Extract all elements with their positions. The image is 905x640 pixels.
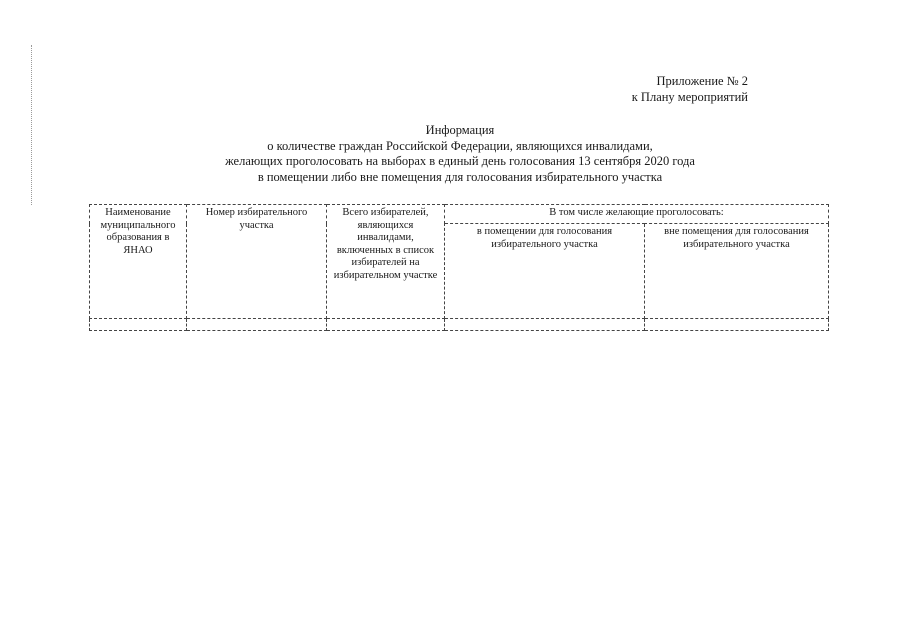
table-cell — [645, 319, 829, 331]
info-table — [89, 204, 829, 331]
header-municipality: Наименование муниципального образования в ЯНАО — [90, 205, 187, 319]
table-cell — [445, 319, 645, 331]
table-row — [90, 319, 829, 331]
header-wishing-group: В том числе желающие проголосовать: — [445, 205, 829, 224]
header-precinct-number: Номер избирательного участка — [187, 205, 327, 319]
appendix-number: Приложение № 2 — [656, 74, 748, 88]
title-line-2: о количестве граждан Российской Федерации, являющихся инвалидами, — [267, 138, 653, 153]
table-cell — [90, 319, 187, 331]
title-line-3: желающих проголосовать на выборах в единый день голосования 13 сентября 2020 года — [225, 154, 695, 168]
document-title — [90, 123, 830, 185]
title-heading: Информация — [425, 123, 495, 137]
title-line-4: в помещении либо вне помещения для голосования избирательного участка — [257, 169, 663, 184]
header-inside-premises: в помещении для голосования избирательного участка — [445, 224, 645, 319]
appendix-reference: к Плану мероприятий — [631, 90, 748, 104]
margin-dotted-line — [31, 45, 32, 205]
table-cell — [327, 319, 445, 331]
table-header-row — [90, 205, 829, 224]
table-cell — [187, 319, 327, 331]
header-total-voters: Всего избирателей, являющихся инвалидами, включенных в список избирателей на избирательном участке — [327, 205, 445, 319]
header-outside-premises: вне помещения для голосования избирательного участка — [645, 224, 829, 319]
appendix-block — [632, 73, 748, 105]
